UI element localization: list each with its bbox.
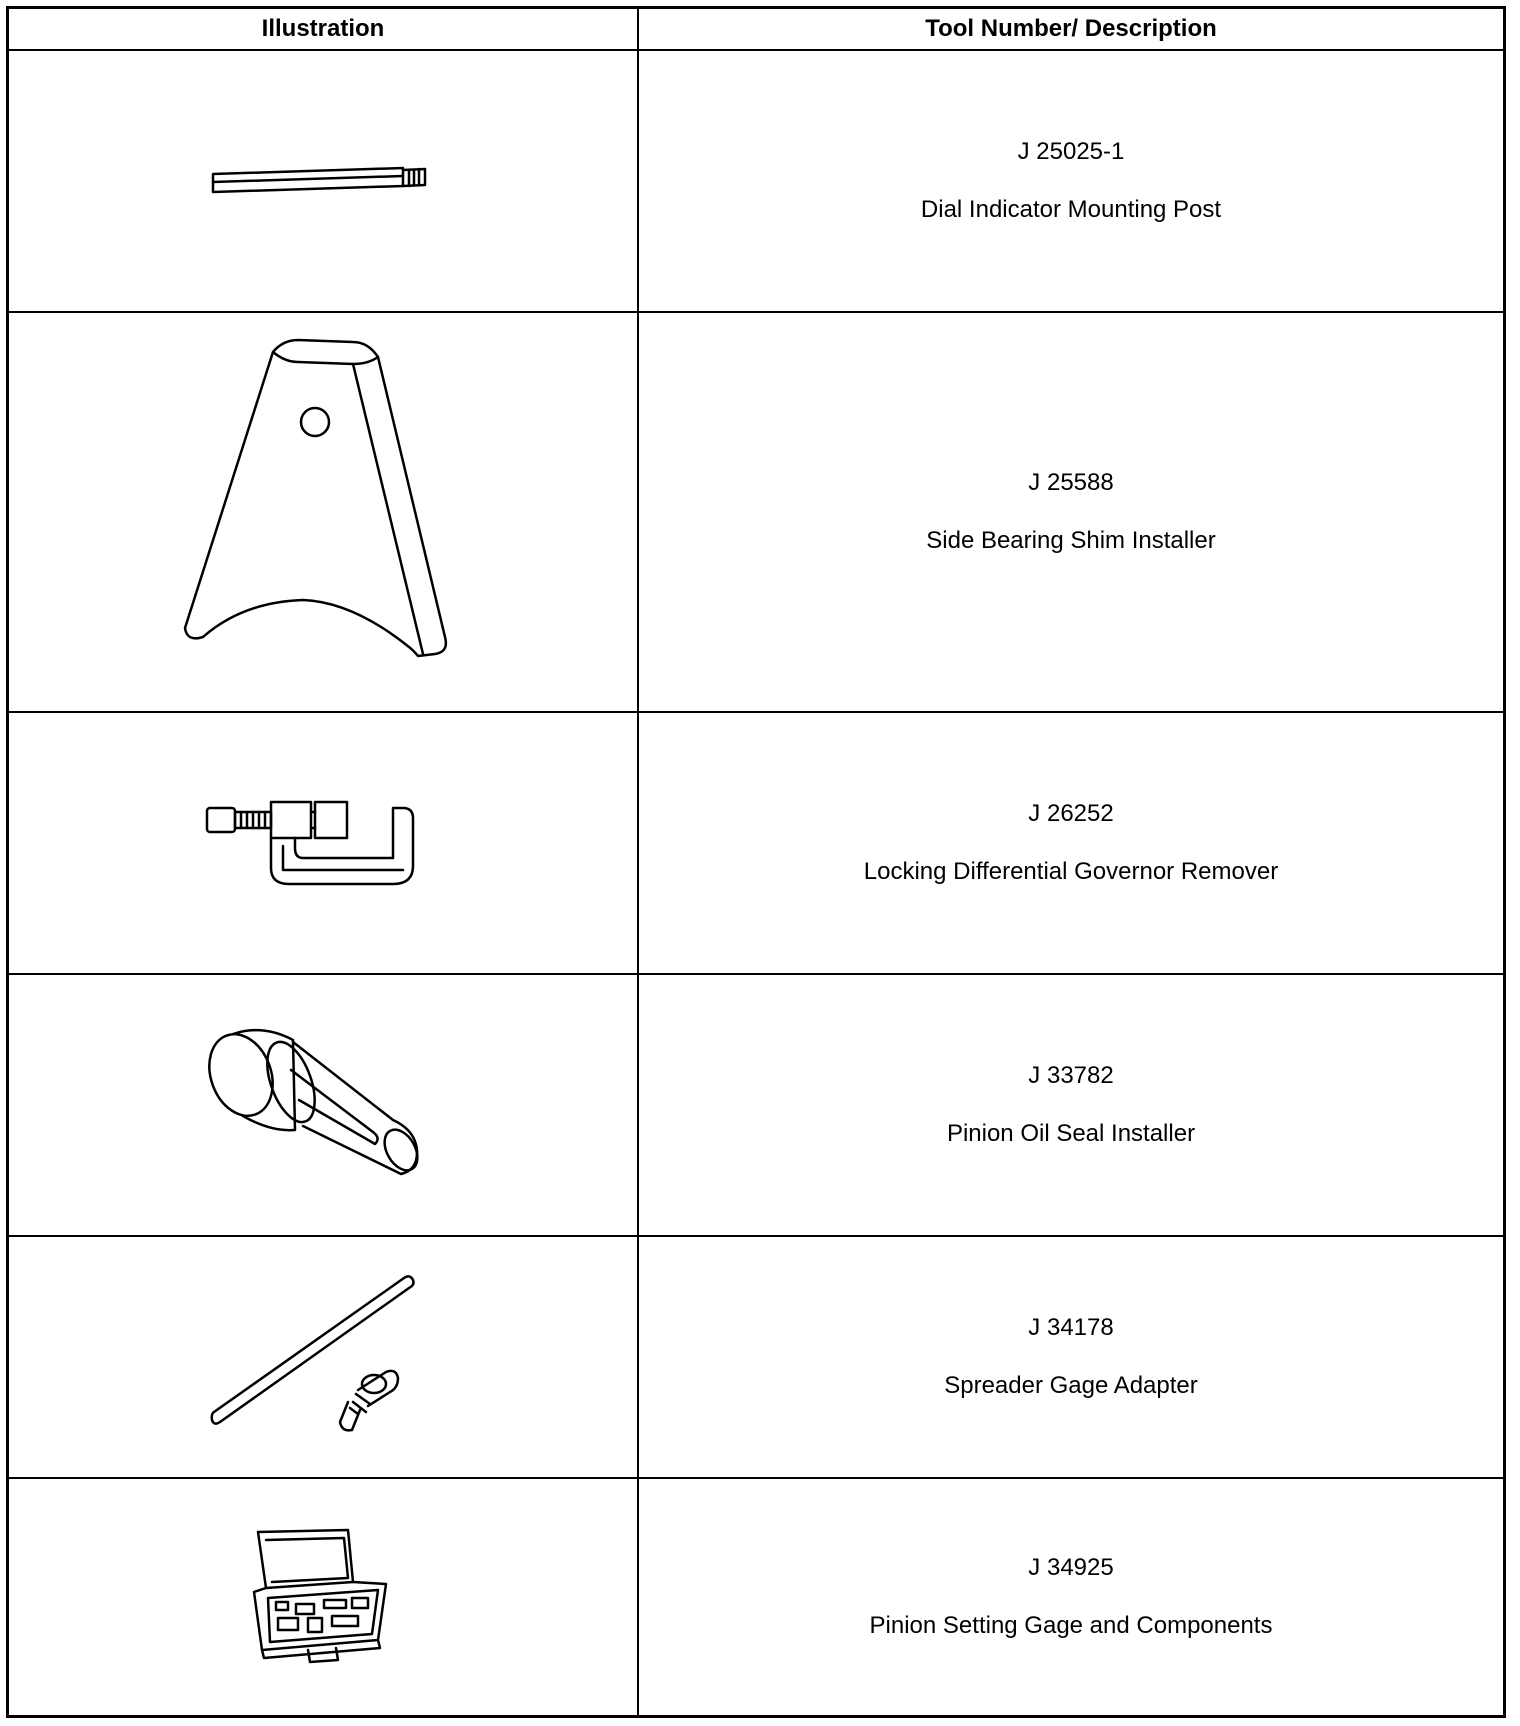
illustration-cell bbox=[9, 312, 638, 712]
tool-description: Side Bearing Shim Installer bbox=[926, 527, 1216, 554]
tool-number: J 25588 bbox=[1028, 469, 1114, 496]
tool-number: J 34178 bbox=[1028, 1314, 1114, 1341]
tool-cell bbox=[638, 312, 1503, 712]
shim-installer-icon bbox=[173, 332, 473, 692]
tool-description: Pinion Setting Gage and Components bbox=[869, 1612, 1273, 1639]
seal-installer-icon bbox=[203, 1020, 443, 1190]
tool-cell bbox=[638, 712, 1503, 974]
header-row bbox=[9, 9, 1503, 50]
illustration-cell bbox=[9, 1478, 638, 1715]
tool-table bbox=[9, 9, 1503, 1715]
tool-number: J 34925 bbox=[1028, 1554, 1114, 1581]
governor-remover-icon bbox=[203, 788, 443, 898]
tool-cell bbox=[638, 1236, 1503, 1478]
tool-description: Pinion Oil Seal Installer bbox=[946, 1120, 1196, 1147]
table-row bbox=[9, 974, 1503, 1236]
table-row bbox=[9, 312, 1503, 712]
gage-kit-icon bbox=[248, 1522, 398, 1672]
tool-cell bbox=[638, 974, 1503, 1236]
tool-number: J 26252 bbox=[1028, 800, 1114, 827]
tool-cell bbox=[638, 1478, 1503, 1715]
tool-number: J 33782 bbox=[1028, 1062, 1114, 1089]
illustration-cell bbox=[9, 50, 638, 312]
tool-description: Locking Differential Governor Remover bbox=[863, 858, 1279, 885]
tool-number: J 25025-1 bbox=[1017, 138, 1125, 165]
tool-description: Dial Indicator Mounting Post bbox=[920, 196, 1222, 223]
table-row bbox=[9, 50, 1503, 312]
illustration-cell bbox=[9, 974, 638, 1236]
table-row bbox=[9, 1478, 1503, 1715]
mounting-post-icon bbox=[203, 156, 443, 206]
gage-adapter-icon bbox=[208, 1272, 438, 1442]
tool-header: Tool Number/ Description bbox=[638, 9, 1503, 50]
tool-description: Spreader Gage Adapter bbox=[944, 1372, 1198, 1399]
table-row bbox=[9, 712, 1503, 974]
illustration-cell bbox=[9, 1236, 638, 1478]
illustration-header: Illustration bbox=[9, 9, 638, 50]
tool-cell bbox=[638, 50, 1503, 312]
tool-table-frame bbox=[6, 6, 1506, 1718]
table-row bbox=[9, 1236, 1503, 1478]
illustration-cell bbox=[9, 712, 638, 974]
